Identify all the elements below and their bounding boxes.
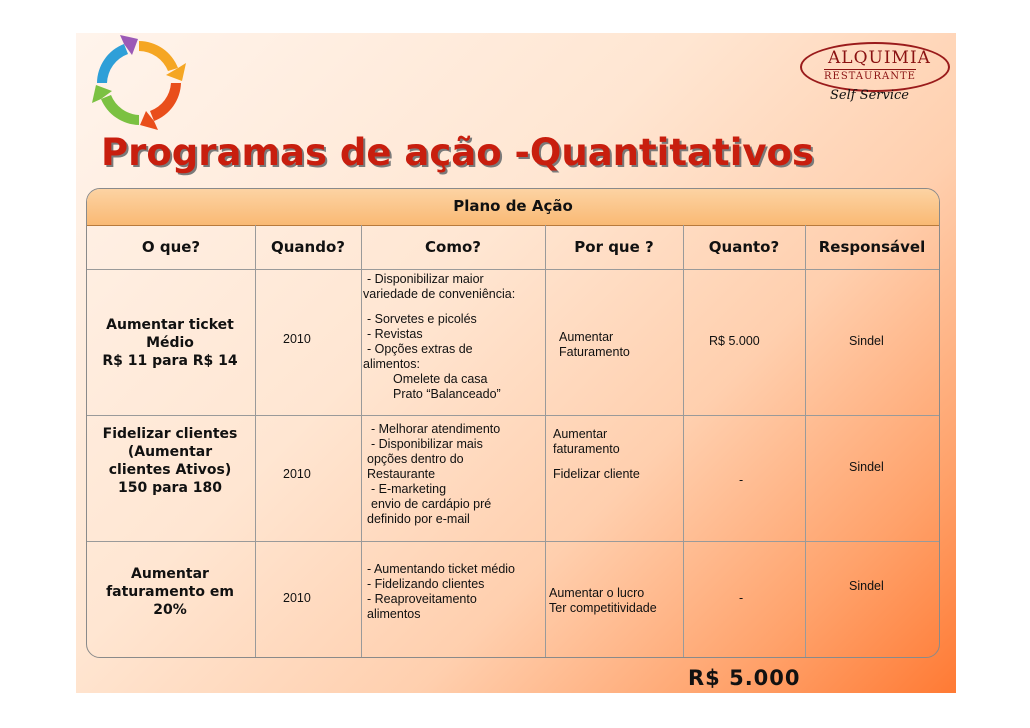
header-what: O que?: [141, 238, 201, 256]
row-divider: [87, 269, 939, 270]
row3-who: Sindel: [849, 579, 884, 593]
row1-how-line: - Revistas: [367, 327, 423, 341]
total-value: R$ 5.000: [688, 666, 801, 690]
row1-why-line: Faturamento: [559, 345, 630, 359]
cycle-arrows-icon: [84, 33, 194, 133]
row3-why-line: Aumentar o lucro: [549, 586, 645, 600]
row3-how: [367, 562, 515, 622]
row2-how-line: opções dentro do: [367, 452, 464, 466]
row1-what-line: Médio: [146, 335, 194, 351]
row3-why: [549, 586, 657, 616]
row3-what-line: 20%: [153, 602, 187, 618]
row1-what-line: R$ 11 para R$ 14: [102, 353, 238, 369]
row2-why-line: [553, 457, 640, 467]
logo-subtitle: RESTAURANTE: [824, 71, 916, 82]
row2-how-line: envio de cardápio pré: [371, 497, 492, 511]
row1-when: 2010: [283, 332, 311, 346]
row3-how-line: - Fidelizando clientes: [367, 577, 485, 591]
row2-why-line: faturamento: [553, 442, 620, 456]
row2-what-line: clientes Ativos): [108, 462, 232, 478]
header-how: Como?: [425, 238, 481, 256]
row2-what-line: Fidelizar clientes: [102, 426, 238, 442]
row2-what: [87, 425, 253, 497]
row2-when: 2010: [283, 467, 311, 481]
row2-howmuch: -: [739, 473, 744, 487]
header-why: Por que ?: [574, 238, 654, 256]
row2-why-line: Fidelizar cliente: [553, 467, 640, 481]
row2-why-line: Aumentar: [553, 427, 608, 441]
row3-howmuch: -: [739, 591, 744, 605]
row1-how-line: - Opções extras de: [367, 342, 473, 356]
row2-how: [367, 422, 500, 527]
table-caption: Plano de Ação: [453, 197, 573, 215]
row-divider: [87, 415, 939, 416]
row3-what-line: faturamento em: [106, 584, 234, 600]
row1-how: [363, 272, 515, 402]
row1-who: Sindel: [849, 334, 884, 348]
row3-how-line: alimentos: [367, 607, 421, 621]
action-plan-table: [86, 188, 940, 658]
row1-how-line: - Sorvetes e picolés: [367, 312, 477, 326]
row1-how-line: Prato “Balanceado”: [393, 387, 501, 401]
row2-why: [553, 427, 640, 482]
row2-who: Sindel: [849, 460, 884, 474]
row1-what-line: Aumentar ticket: [106, 317, 234, 333]
header-howmuch: Quanto?: [708, 238, 780, 256]
table-caption-bar: [87, 189, 939, 226]
row3-how-line: - Reaproveitamento: [367, 592, 477, 606]
row1-why-line: Aumentar: [559, 330, 614, 344]
column-divider: [361, 225, 362, 657]
row2-how-line: - E-marketing: [371, 482, 447, 496]
row1-why: [559, 330, 630, 360]
row1-how-line: - Disponibilizar maior: [367, 272, 484, 286]
header-who: Responsável: [818, 238, 926, 256]
header-when: Quando?: [271, 238, 345, 256]
logo-script: Self Service: [830, 88, 909, 103]
row3-why-line: Ter competitividade: [549, 601, 657, 615]
row1-how-line: variedade de conveniência:: [363, 287, 516, 301]
row1-how-line: Omelete da casa: [393, 372, 488, 386]
page-title: Programas de ação -Quantitativos: [101, 131, 814, 174]
row2-how-line: definido por e-mail: [367, 512, 470, 526]
row2-what-line: (Aumentar: [127, 444, 213, 460]
row1-what: [87, 316, 253, 370]
row3-what-line: Aumentar: [131, 566, 209, 582]
alquimia-logo: [800, 40, 956, 110]
row3-when: 2010: [283, 591, 311, 605]
row1-how-line: [363, 302, 515, 312]
row2-how-line: - Disponibilizar mais: [371, 437, 483, 451]
row1-how-line: alimentos:: [363, 357, 420, 371]
column-divider: [683, 225, 684, 657]
column-divider: [545, 225, 546, 657]
column-divider: [805, 225, 806, 657]
row2-how-line: - Melhorar atendimento: [371, 422, 501, 436]
row2-what-line: 150 para 180: [117, 480, 222, 496]
column-divider: [255, 225, 256, 657]
row1-howmuch: R$ 5.000: [709, 334, 760, 348]
row3-how-line: - Aumentando ticket médio: [367, 562, 515, 576]
row3-what: [87, 565, 253, 619]
row-divider: [87, 541, 939, 542]
logo-name: ALQUIMIA: [828, 48, 931, 68]
row2-how-line: Restaurante: [367, 467, 436, 481]
